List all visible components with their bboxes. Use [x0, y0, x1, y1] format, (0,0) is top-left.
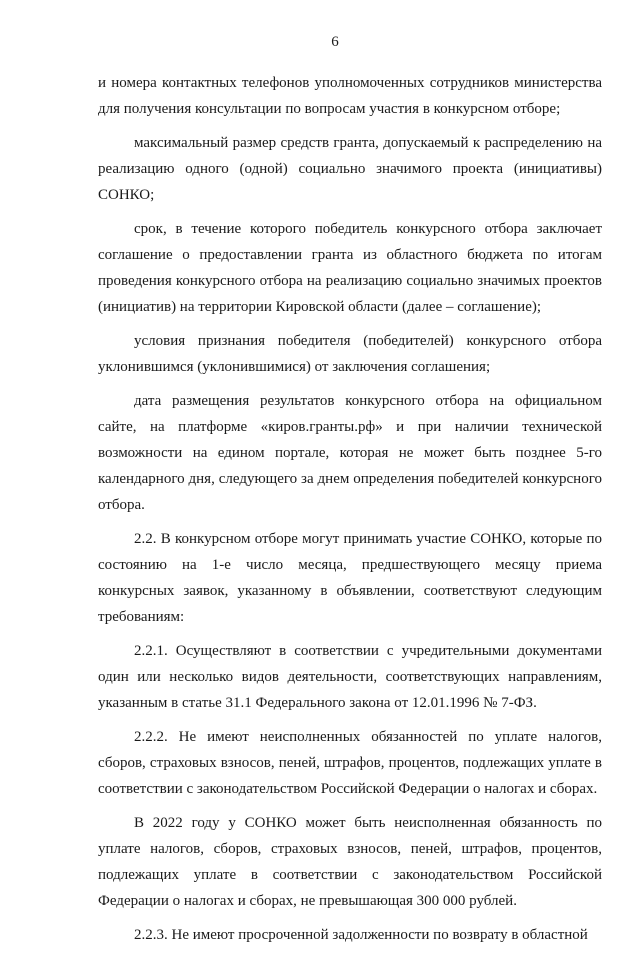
paragraph-2-2-2: 2.2.2. Не имеют неисполненных обязанностей по уплате налогов, сборов, страховых взносов, пеней, штрафов, процентов, подлежащих уплате в соответствии с законодательством Российской Федерации о налогах и сборах.: [98, 729, 602, 797]
document-body: [98, 70, 602, 956]
paragraph-2-2-3: 2.2.3. Не имеют просроченной задолженности по возврату в областной: [134, 927, 588, 943]
page-number: 6: [331, 34, 339, 50]
paragraph-max-grant: максимальный размер средств гранта, допускаемый к распределению на реализацию одного (одной) социально значимого проекта (инициативы) СОНКО;: [98, 135, 602, 203]
paragraph-2022-exception: В 2022 году у СОНКО может быть неисполненная обязанность по уплате налогов, сборов, страховых взносов, пеней, штрафов, процентов, подлежащих уплате в соответствии с законодательством Российской Федерации о налогах и сборах, не превышающая 300 000 рублей.: [98, 815, 602, 909]
paragraph-evasion-conditions: условия признания победителя (победителей) конкурсного отбора уклонившимся (уклонившимися) от заключения соглашения;: [98, 333, 602, 375]
paragraph-agreement-term: срок, в течение которого победитель конкурсного отбора заключает соглашение о предоставлении гранта из областного бюджета по итогам проведения конкурсного отбора на реализацию социально значимых проектов (инициатив) на территории Кировской области (далее – соглашение);: [98, 221, 602, 315]
paragraph-contacts: и номера контактных телефонов уполномоченных сотрудников министерства для получения консультации по вопросам участия в конкурсном отборе;: [98, 75, 602, 117]
paragraph-results-date: дата размещения результатов конкурсного отбора на официальном сайте, на платформе «киров.гранты.рф» и при наличии технической возможности на едином портале, которая не может быть позднее 5-го календарного дня, следующего за днем определения победителей конкурсного отбора.: [98, 393, 602, 513]
paragraph-2-2-1: 2.2.1. Осуществляют в соответствии с учредительными документами один или несколько видов деятельности, соответствующих направлениям, указанным в статье 31.1 Федерального закона от 12.01.1996 № 7-ФЗ.: [98, 643, 602, 711]
paragraph-2-2: 2.2. В конкурсном отборе могут принимать участие СОНКО, которые по состоянию на 1-е число месяца, предшествующего месяцу приема конкурсных заявок, указанному в объявлении, соответствуют следующим требованиям:: [98, 531, 602, 625]
